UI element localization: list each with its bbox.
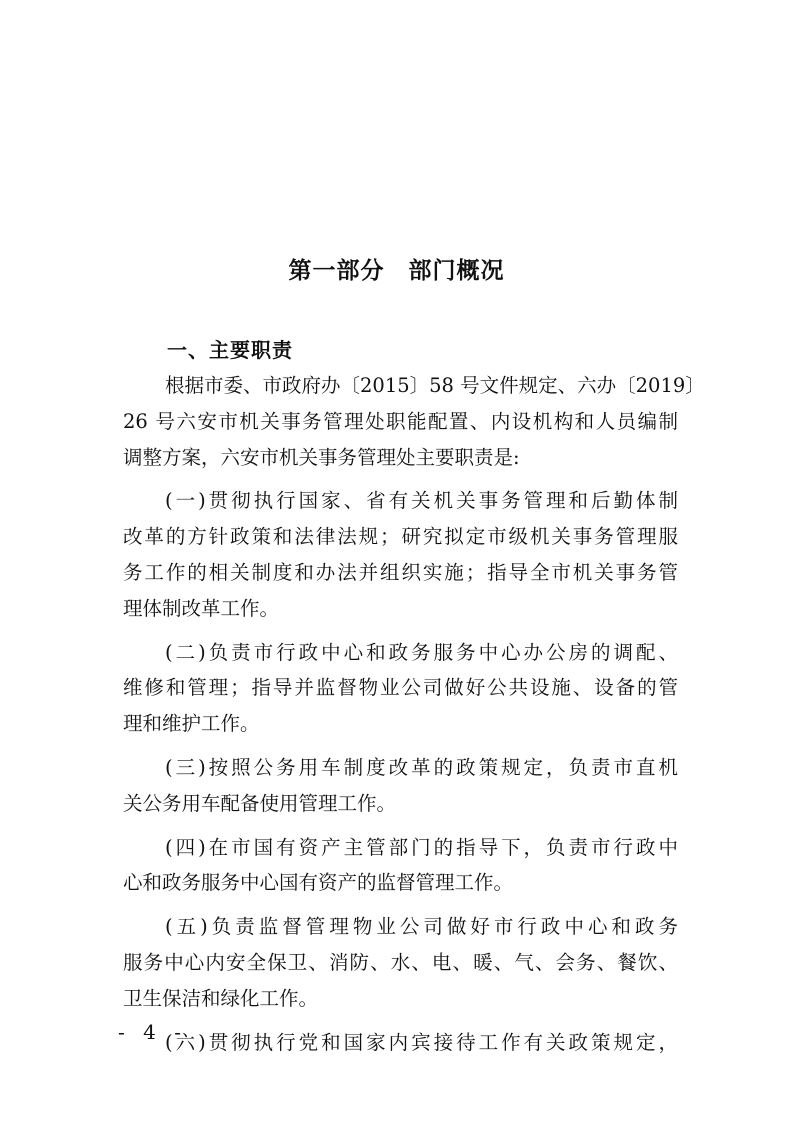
paragraph-line: 理和维护工作。 — [123, 712, 260, 736]
paragraph-line: (二)负责市行政中心和政务服务中心办公房的调配、 — [165, 640, 678, 664]
paragraph-line: 维修和管理；指导并监督物业公司做好公共设施、设备的管 — [123, 676, 678, 700]
paragraph-line: (三)按照公务用车制度改革的政策规定，负责市直机 — [165, 755, 678, 779]
paragraph-line: 心和政务服务中心国有资产的监督管理工作。 — [123, 871, 514, 895]
paragraph-line: (四)在市国有资产主管部门的指导下，负责市行政中 — [165, 835, 678, 859]
body-text — [123, 368, 705, 1060]
page-title: 第一部分 部门概况 — [288, 258, 505, 284]
paragraph-line: 调整方案，六安市机关事务管理处主要职责是: — [123, 445, 520, 469]
paragraph-line: 卫生保洁和绿化工作。 — [123, 986, 319, 1010]
paragraph-line: 关公务用车配备使用管理工作。 — [123, 791, 397, 815]
page-number: - 4 - — [118, 1020, 187, 1044]
paragraph-line: 服务中心内安全保卫、消防、水、电、暖、气、会务、餐饮、 — [123, 950, 678, 974]
paragraph-line: 理体制改革工作。 — [123, 596, 280, 620]
paragraph-line: 务工作的相关制度和办法并组织实施；指导全市机关事务管 — [123, 560, 678, 584]
paragraph-line: (六)贯彻执行党和国家内宾接待工作有关政策规定， — [165, 1030, 678, 1054]
paragraph-line: (一)贯彻执行国家、省有关机关事务管理和后勤体制 — [165, 489, 678, 513]
section-heading: 一、主要职责 — [167, 338, 293, 362]
paragraph-line: (五)负责监督管理物业公司做好市行政中心和政务 — [165, 915, 678, 939]
paragraph-line: 根据市委、市政府办〔2015〕58 号文件规定、六办〔2019〕 — [165, 374, 705, 397]
paragraph-line: 26 号六安市机关事务管理处职能配置、内设机构和人员编制 — [123, 409, 678, 433]
paragraph-line: 改革的方针政策和法律法规；研究拟定市级机关事务管理服 — [123, 525, 678, 549]
